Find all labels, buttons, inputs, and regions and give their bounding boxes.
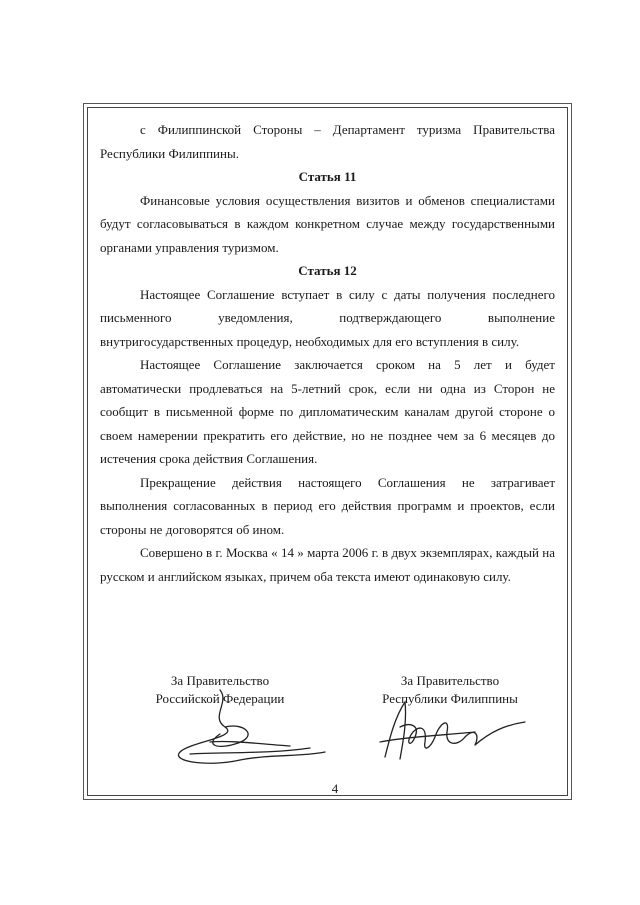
signature-label-line1: За Правительство [400, 673, 500, 688]
page-number: 4 [331, 781, 339, 796]
handwritten-signature-russia [150, 682, 340, 777]
signature-section [100, 672, 555, 782]
document-body [100, 118, 555, 588]
paragraph-entry-into-force: Настоящее Соглашение вступает в силу с даты получения последнего письменного уведомления, подтверждающего выполнение внутригосударственных процедур, необходимых для его вступления в силу. [100, 286, 555, 349]
signature-label-line2: Российской Федерации [155, 691, 285, 706]
signature-label-line2: Республики Филиппины [382, 691, 518, 706]
paragraph-intro: с Филиппинской Стороны – Департамент туризма Правительства Республики Филиппины. [100, 122, 555, 161]
signature-label-line1: За Правительство [170, 673, 270, 688]
heading-article-11: Статья 11 [298, 169, 357, 184]
handwritten-signature-philippines [365, 687, 535, 772]
paragraph-done-at: Совершено в г. Москва « 14 » марта 2006 г. в двух экземплярах, каждый на русском и английском языках, причем оба текста имеют одинаковую силу. [100, 545, 555, 584]
paragraph-term: Настоящее Соглашение заключается сроком на 5 лет и будет автоматически продлеваться на 5-летний срок, если ни одна из Сторон не сообщит в письменной форме по дипломатическим каналам другой стороне о своем намерении прекратить его действие, но не позднее чем за 6 месяцев до истечения срока действия Соглашения. [100, 357, 555, 466]
paragraph-termination: Прекращение действия настоящего Соглашения не затрагивает выполнения согласованных в период его действия программ и проектов, если стороны не договорятся об ином. [100, 474, 555, 537]
heading-article-12: Статья 12 [298, 263, 357, 278]
paragraph-article-11: Финансовые условия осуществления визитов и обменов специалистами будут согласовываться в каждом конкретном случае между государственными органами управления туризмом. [100, 192, 555, 255]
